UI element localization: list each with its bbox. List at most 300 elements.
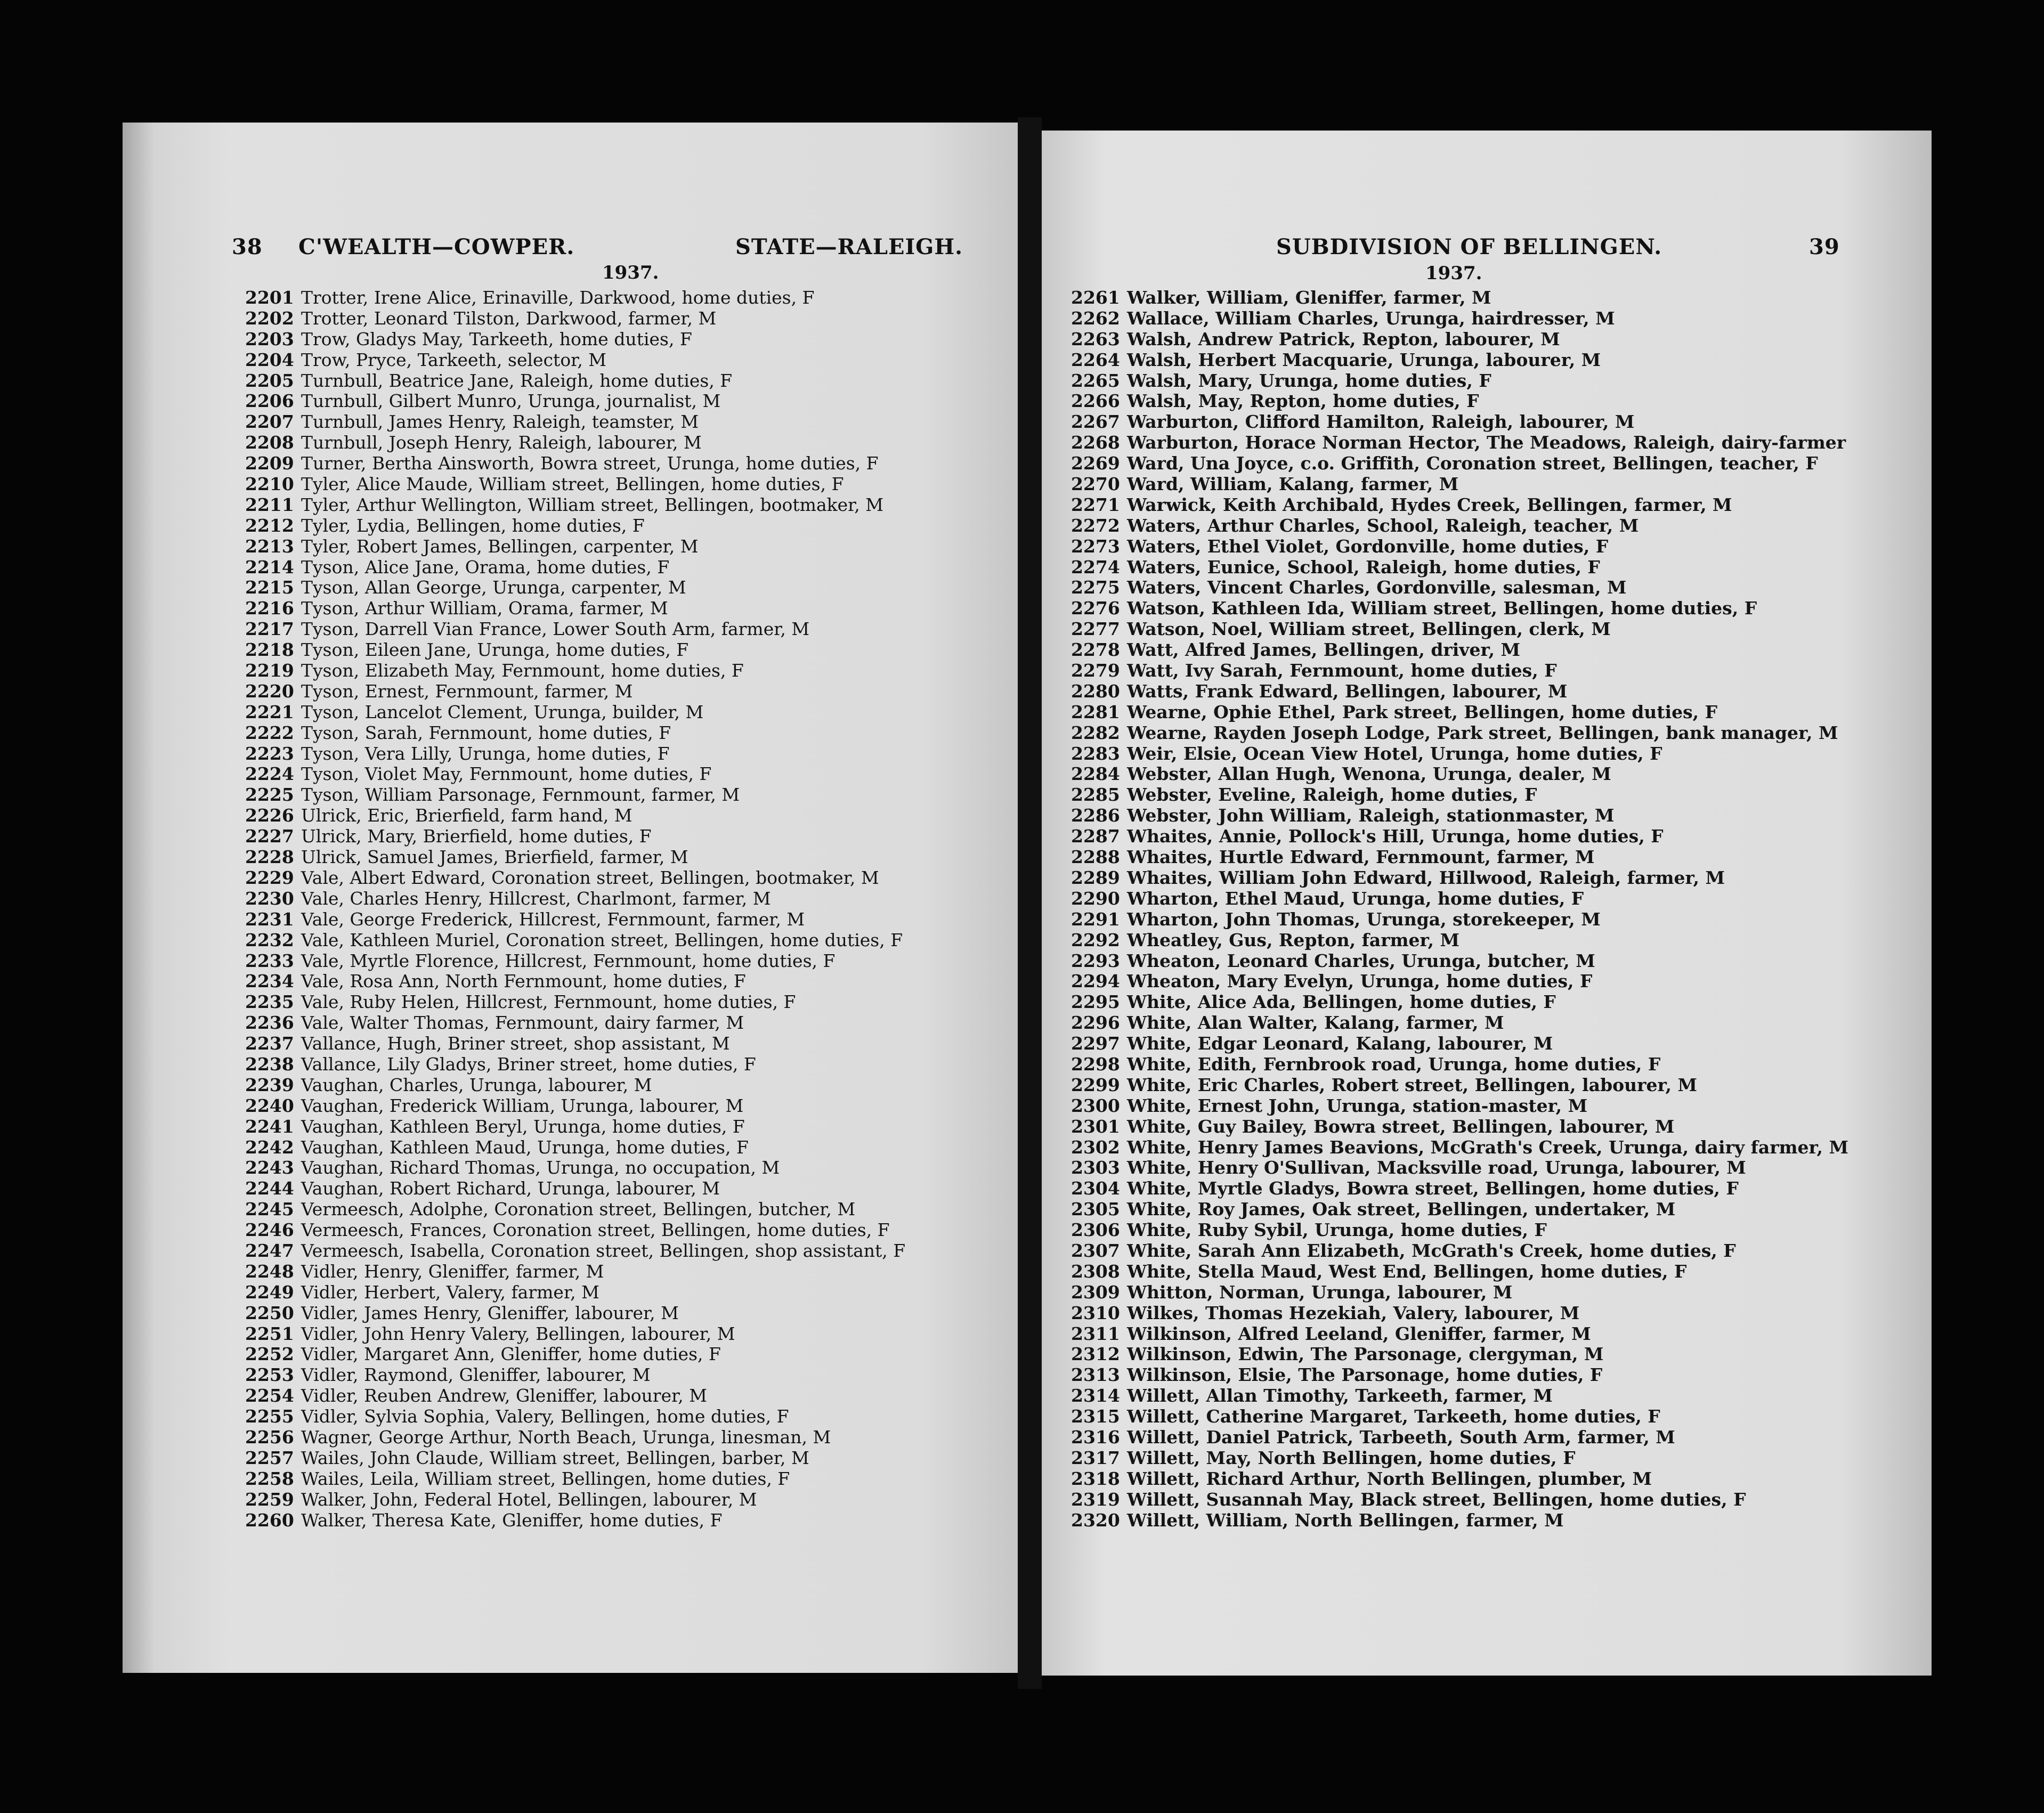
roll-entry xyxy=(1071,1178,1848,1199)
entry-number: 2247 xyxy=(245,1240,294,1261)
entry-number: 2285 xyxy=(1071,784,1120,806)
entry-number: 2263 xyxy=(1071,328,1120,349)
roll-entry xyxy=(245,1158,905,1178)
entry-number: 2297 xyxy=(1071,1033,1120,1054)
entry-number: 2295 xyxy=(1071,991,1120,1013)
roll-entry xyxy=(245,1386,905,1407)
roll-entry xyxy=(1071,1262,1848,1282)
entry-number: 2286 xyxy=(1071,805,1120,826)
entry-text: Vidler, Reuben Andrew, Gleniffer, labourer, M xyxy=(301,1385,708,1407)
entry-text: Vale, Kathleen Muriel, Coronation street, Bellingen, home duties, F xyxy=(301,929,903,950)
roll-entry xyxy=(245,661,905,681)
roll-entry xyxy=(245,889,905,909)
roll-entry xyxy=(1071,889,1848,909)
roll-entry xyxy=(245,640,905,661)
left-entries-list xyxy=(245,288,905,1531)
entry-text: Wilkinson, Edwin, The Parsonage, clergyman, M xyxy=(1127,1344,1604,1365)
entry-number: 2258 xyxy=(245,1468,294,1489)
entry-text: Vaughan, Kathleen Beryl, Urunga, home duties, F xyxy=(301,1116,745,1137)
entry-text: Walker, Theresa Kate, Gleniffer, home duties, F xyxy=(301,1509,723,1531)
entry-number: 2276 xyxy=(1071,598,1120,619)
entry-number: 2289 xyxy=(1071,867,1120,888)
entry-number: 2296 xyxy=(1071,1012,1120,1034)
entry-text: Vermeesch, Isabella, Coronation street, Bellingen, shop assistant, F xyxy=(301,1240,906,1261)
entry-number: 2265 xyxy=(1071,370,1120,391)
roll-entry xyxy=(1071,288,1848,308)
entry-number: 2262 xyxy=(1071,307,1120,329)
roll-entry xyxy=(1071,433,1848,453)
entry-text: Ulrick, Mary, Brierfield, home duties, F xyxy=(301,826,652,847)
roll-entry xyxy=(1071,1490,1848,1510)
entry-text: Watt, Alfred James, Bellingen, driver, M xyxy=(1127,639,1520,661)
roll-entry xyxy=(245,702,905,723)
entry-number: 2214 xyxy=(245,556,294,578)
entry-text: White, Ruby Sybil, Urunga, home duties, F xyxy=(1127,1219,1547,1241)
roll-entry xyxy=(1071,1034,1848,1054)
entry-text: Wagner, George Arthur, North Beach, Urunga, linesman, M xyxy=(301,1426,831,1448)
roll-entry xyxy=(245,578,905,598)
roll-entry xyxy=(1071,868,1848,889)
roll-entry xyxy=(245,371,905,392)
entry-number: 2300 xyxy=(1071,1095,1120,1116)
entry-number: 2230 xyxy=(245,888,294,909)
entry-number: 2220 xyxy=(245,680,294,702)
entry-text: Tyler, Robert James, Bellingen, carpenter, M xyxy=(301,535,699,557)
entry-number: 2293 xyxy=(1071,950,1120,971)
roll-entry xyxy=(245,1365,905,1386)
roll-entry xyxy=(245,1013,905,1034)
roll-entry xyxy=(1071,536,1848,557)
entry-text: Waters, Ethel Violet, Gordonville, home duties, F xyxy=(1127,535,1609,557)
roll-entry xyxy=(1071,598,1848,619)
entry-number: 2279 xyxy=(1071,660,1120,681)
entry-number: 2275 xyxy=(1071,577,1120,598)
roll-entry xyxy=(245,1490,905,1510)
entry-number: 2225 xyxy=(245,784,294,806)
entry-number: 2244 xyxy=(245,1178,294,1199)
entry-number: 2239 xyxy=(245,1074,294,1095)
entry-number: 2294 xyxy=(1071,971,1120,992)
entry-text: Wilkinson, Elsie, The Parsonage, home duties, F xyxy=(1127,1364,1603,1386)
entry-text: Wearne, Ophie Ethel, Park street, Bellingen, home duties, F xyxy=(1127,701,1718,722)
roll-entry xyxy=(1071,930,1848,951)
entry-text: Vale, Myrtle Florence, Hillcrest, Fernmount, home duties, F xyxy=(301,950,836,971)
entry-text: Waters, Eunice, School, Raleigh, home duties, F xyxy=(1127,556,1600,578)
entry-number: 2250 xyxy=(245,1302,294,1323)
entry-number: 2246 xyxy=(245,1219,294,1241)
roll-entry xyxy=(245,909,905,930)
roll-entry xyxy=(1071,1096,1848,1117)
entry-text: Tyson, Arthur William, Orama, farmer, M xyxy=(301,598,668,619)
entry-text: Tyler, Arthur Wellington, William street, Bellingen, bootmaker, M xyxy=(301,494,884,515)
entry-text: Vidler, James Henry, Gleniffer, labourer, M xyxy=(301,1302,679,1323)
roll-entry xyxy=(245,681,905,702)
entry-text: Tyson, Vera Lilly, Urunga, home duties, F xyxy=(301,743,670,764)
entry-text: Trow, Gladys May, Tarkeeth, home duties, F xyxy=(301,328,692,349)
entry-number: 2204 xyxy=(245,349,294,370)
entry-text: Vermeesch, Adolphe, Coronation street, Bellingen, butcher, M xyxy=(301,1199,856,1220)
entry-text: Turnbull, Gilbert Munro, Urunga, journalist, M xyxy=(301,391,721,412)
entry-number: 2208 xyxy=(245,432,294,453)
roll-entry xyxy=(245,1510,905,1531)
roll-entry xyxy=(1071,1469,1848,1490)
roll-entry xyxy=(1071,1407,1848,1427)
entry-number: 2251 xyxy=(245,1323,294,1344)
roll-entry xyxy=(1071,619,1848,640)
entry-number: 2256 xyxy=(245,1426,294,1448)
entry-text: Tyson, Eileen Jane, Urunga, home duties, F xyxy=(301,639,689,661)
roll-entry xyxy=(1071,453,1848,474)
entry-text: White, Roy James, Oak street, Bellingen, undertaker, M xyxy=(1127,1199,1676,1220)
entry-text: Wallace, William Charles, Urunga, hairdresser, M xyxy=(1127,307,1615,329)
entry-text: Vidler, Sylvia Sophia, Valery, Bellingen, home duties, F xyxy=(301,1406,789,1427)
entry-text: Vale, Rosa Ann, North Fernmount, home duties, F xyxy=(301,971,746,992)
roll-entry xyxy=(1071,557,1848,578)
entry-number: 2231 xyxy=(245,908,294,930)
roll-entry xyxy=(1071,1137,1848,1158)
roll-entry xyxy=(1071,971,1848,992)
roll-entry xyxy=(245,847,905,868)
entry-text: White, Ernest John, Urunga, station-master, M xyxy=(1127,1095,1588,1116)
entry-number: 2287 xyxy=(1071,826,1120,847)
entry-text: Webster, Eveline, Raleigh, home duties, F xyxy=(1127,784,1537,806)
entry-number: 2226 xyxy=(245,805,294,826)
entry-text: Walker, William, Gleniffer, farmer, M xyxy=(1127,287,1491,308)
roll-entry xyxy=(245,598,905,619)
entry-number: 2236 xyxy=(245,1012,294,1034)
entry-text: Watt, Ivy Sarah, Fernmount, home duties, F xyxy=(1127,660,1557,681)
entry-number: 2219 xyxy=(245,660,294,681)
roll-entry xyxy=(245,723,905,744)
entry-text: Tyson, Sarah, Fernmount, home duties, F xyxy=(301,722,671,743)
entry-number: 2207 xyxy=(245,411,294,433)
roll-entry xyxy=(245,412,905,433)
roll-entry xyxy=(245,308,905,329)
entry-number: 2305 xyxy=(1071,1199,1120,1220)
entry-number: 2237 xyxy=(245,1033,294,1054)
roll-entry xyxy=(1071,350,1848,371)
entry-text: Wheaton, Leonard Charles, Urunga, butcher, M xyxy=(1127,950,1595,971)
entry-number: 2211 xyxy=(245,494,294,515)
entry-number: 2264 xyxy=(1071,349,1120,370)
entry-text: Watson, Noel, William street, Bellingen, clerk, M xyxy=(1127,619,1611,640)
entry-text: Trotter, Irene Alice, Erinaville, Darkwood, home duties, F xyxy=(301,287,815,308)
entry-number: 2221 xyxy=(245,701,294,722)
roll-entry xyxy=(1071,909,1848,930)
roll-entry xyxy=(245,1220,905,1241)
roll-entry xyxy=(1071,1199,1848,1220)
entry-text: Wheaton, Mary Evelyn, Urunga, home duties, F xyxy=(1127,971,1593,992)
roll-entry xyxy=(1071,1365,1848,1386)
entry-text: Vale, Charles Henry, Hillcrest, Charlmont, farmer, M xyxy=(301,888,771,909)
roll-entry xyxy=(1071,951,1848,972)
entry-text: Willett, Richard Arthur, North Bellingen, plumber, M xyxy=(1127,1468,1652,1489)
entry-number: 2314 xyxy=(1071,1385,1120,1407)
entry-number: 2266 xyxy=(1071,391,1120,412)
entry-text: Walsh, May, Repton, home duties, F xyxy=(1127,391,1479,412)
entry-number: 2222 xyxy=(245,722,294,743)
entry-number: 2298 xyxy=(1071,1053,1120,1075)
entry-number: 2280 xyxy=(1071,680,1120,702)
entry-text: Vale, Ruby Helen, Hillcrest, Fernmount, home duties, F xyxy=(301,991,796,1013)
entry-number: 2241 xyxy=(245,1116,294,1137)
entry-number: 2290 xyxy=(1071,888,1120,909)
entry-text: Vale, George Frederick, Hillcrest, Fernmount, farmer, M xyxy=(301,908,805,930)
roll-entry xyxy=(245,536,905,557)
entry-number: 2316 xyxy=(1071,1426,1120,1448)
entry-text: Webster, John William, Raleigh, stationmaster, M xyxy=(1127,805,1615,826)
entry-number: 2216 xyxy=(245,598,294,619)
entry-number: 2259 xyxy=(245,1489,294,1510)
entry-number: 2242 xyxy=(245,1136,294,1158)
entry-text: Ward, Una Joyce, c.o. Griffith, Coronation street, Bellingen, teacher, F xyxy=(1127,453,1818,474)
entry-text: Vidler, Margaret Ann, Gleniffer, home duties, F xyxy=(301,1344,721,1365)
entry-text: Wharton, Ethel Maud, Urunga, home duties, F xyxy=(1127,888,1584,909)
entry-number: 2282 xyxy=(1071,722,1120,743)
entry-text: Tyson, Violet May, Fernmount, home duties, F xyxy=(301,763,712,785)
left-year: 1937. xyxy=(602,262,659,283)
roll-entry xyxy=(1071,329,1848,350)
entry-text: Ulrick, Samuel James, Brierfield, farmer, M xyxy=(301,847,688,868)
entry-text: White, Myrtle Gladys, Bowra street, Bellingen, home duties, F xyxy=(1127,1178,1739,1199)
roll-entry xyxy=(1071,1220,1848,1241)
entry-number: 2254 xyxy=(245,1385,294,1407)
roll-entry xyxy=(1071,640,1848,661)
roll-entry xyxy=(1071,661,1848,681)
entry-number: 2292 xyxy=(1071,929,1120,950)
entry-number: 2277 xyxy=(1071,619,1120,640)
roll-entry xyxy=(1071,1282,1848,1303)
entry-text: White, Stella Maud, West End, Bellingen, home duties, F xyxy=(1127,1261,1687,1282)
entry-number: 2288 xyxy=(1071,847,1120,868)
entry-number: 2273 xyxy=(1071,535,1120,557)
entry-text: Vidler, Raymond, Gleniffer, labourer, M xyxy=(301,1364,651,1386)
entry-text: Tyson, Allan George, Urunga, carpenter, M xyxy=(301,577,686,598)
entry-text: Wearne, Rayden Joseph Lodge, Park street, Bellingen, bank manager, M xyxy=(1127,722,1838,743)
roll-entry xyxy=(245,350,905,371)
roll-entry xyxy=(245,1344,905,1365)
roll-entry xyxy=(245,868,905,889)
entry-text: Turner, Bertha Ainsworth, Bowra street, Urunga, home duties, F xyxy=(301,453,879,474)
entry-number: 2234 xyxy=(245,971,294,992)
entry-number: 2201 xyxy=(245,287,294,308)
roll-entry xyxy=(245,1303,905,1324)
entry-text: Wharton, John Thomas, Urunga, storekeeper, M xyxy=(1127,908,1601,930)
entry-number: 2233 xyxy=(245,950,294,971)
entry-number: 2269 xyxy=(1071,453,1120,474)
entry-text: White, Edgar Leonard, Kalang, labourer, M xyxy=(1127,1033,1553,1054)
entry-text: Walsh, Herbert Macquarie, Urunga, labourer, M xyxy=(1127,349,1601,370)
entry-number: 2317 xyxy=(1071,1447,1120,1468)
entry-text: Vermeesch, Frances, Coronation street, Bellingen, home duties, F xyxy=(301,1219,890,1241)
roll-entry xyxy=(245,1034,905,1054)
roll-entry xyxy=(1071,1427,1848,1448)
entry-text: White, Alan Walter, Kalang, farmer, M xyxy=(1127,1012,1504,1034)
entry-text: Vale, Albert Edward, Coronation street, Bellingen, bootmaker, M xyxy=(301,867,879,888)
roll-entry xyxy=(1071,723,1848,744)
entry-number: 2283 xyxy=(1071,743,1120,764)
entry-number: 2311 xyxy=(1071,1323,1120,1344)
entry-number: 2212 xyxy=(245,515,294,536)
entry-number: 2235 xyxy=(245,991,294,1013)
entry-text: Walsh, Andrew Patrick, Repton, labourer, M xyxy=(1127,328,1560,349)
entry-text: Turnbull, Beatrice Jane, Raleigh, home duties, F xyxy=(301,370,733,391)
roll-entry xyxy=(245,1262,905,1282)
entry-number: 2274 xyxy=(1071,556,1120,578)
entry-number: 2278 xyxy=(1071,639,1120,661)
entry-text: Trotter, Leonard Tilston, Darkwood, farmer, M xyxy=(301,307,717,329)
entry-number: 2203 xyxy=(245,328,294,349)
entry-text: Vidler, Herbert, Valery, farmer, M xyxy=(301,1281,599,1303)
roll-entry xyxy=(1071,371,1848,392)
entry-text: Wilkes, Thomas Hezekiah, Valery, labourer, M xyxy=(1127,1302,1580,1323)
roll-entry xyxy=(1071,1054,1848,1075)
entry-text: Vaughan, Frederick William, Urunga, labourer, M xyxy=(301,1095,744,1116)
right-entries-list xyxy=(1071,288,1848,1531)
roll-entry xyxy=(1071,785,1848,806)
entry-text: Wailes, Leila, William street, Bellingen, home duties, F xyxy=(301,1468,790,1489)
roll-entry xyxy=(245,951,905,972)
entry-text: Whaites, Hurtle Edward, Fernmount, farmer, M xyxy=(1127,847,1595,868)
entry-number: 2318 xyxy=(1071,1468,1120,1489)
right-page-number: 39 xyxy=(1809,234,1840,259)
entry-number: 2319 xyxy=(1071,1489,1120,1510)
roll-entry xyxy=(245,992,905,1013)
entry-number: 2267 xyxy=(1071,411,1120,433)
entry-text: Willett, Susannah May, Black street, Bellingen, home duties, F xyxy=(1127,1489,1746,1510)
entry-text: Wheatley, Gus, Repton, farmer, M xyxy=(1127,929,1460,950)
roll-entry xyxy=(1071,474,1848,495)
roll-entry xyxy=(245,971,905,992)
entry-number: 2271 xyxy=(1071,494,1120,515)
left-header-left: C'WEALTH—COWPER. xyxy=(298,234,575,259)
entry-text: Warwick, Keith Archibald, Hydes Creek, Bellingen, farmer, M xyxy=(1127,494,1732,515)
entry-number: 2302 xyxy=(1071,1136,1120,1158)
entry-text: Trow, Pryce, Tarkeeth, selector, M xyxy=(301,349,607,370)
entry-number: 2281 xyxy=(1071,701,1120,722)
entry-number: 2253 xyxy=(245,1364,294,1386)
roll-entry xyxy=(1071,495,1848,516)
roll-entry xyxy=(1071,702,1848,723)
entry-number: 2243 xyxy=(245,1157,294,1178)
entry-text: Wilkinson, Alfred Leeland, Gleniffer, farmer, M xyxy=(1127,1323,1591,1344)
entry-number: 2223 xyxy=(245,743,294,764)
entry-number: 2312 xyxy=(1071,1344,1120,1365)
entry-number: 2240 xyxy=(245,1095,294,1116)
entry-text: Watts, Frank Edward, Bellingen, labourer, M xyxy=(1127,680,1568,702)
entry-text: Walsh, Mary, Urunga, home duties, F xyxy=(1127,370,1491,391)
entry-text: Vidler, Henry, Gleniffer, farmer, M xyxy=(301,1261,604,1282)
roll-entry xyxy=(1071,1158,1848,1178)
entry-text: Tyson, William Parsonage, Fernmount, farmer, M xyxy=(301,784,740,806)
roll-entry xyxy=(1071,806,1848,826)
entry-number: 2308 xyxy=(1071,1261,1120,1282)
roll-entry xyxy=(245,764,905,785)
entry-number: 2215 xyxy=(245,577,294,598)
roll-entry xyxy=(245,433,905,453)
roll-entry xyxy=(1071,1324,1848,1345)
entry-number: 2272 xyxy=(1071,515,1120,536)
roll-entry xyxy=(1071,826,1848,847)
entry-text: Willett, May, North Bellingen, home duties, F xyxy=(1127,1447,1576,1468)
entry-text: White, Edith, Fernbrook road, Urunga, home duties, F xyxy=(1127,1053,1661,1075)
entry-text: Vale, Walter Thomas, Fernmount, dairy farmer, M xyxy=(301,1012,744,1034)
roll-entry xyxy=(1071,1117,1848,1137)
entry-number: 2249 xyxy=(245,1281,294,1303)
entry-text: Tyson, Lancelot Clement, Urunga, builder, M xyxy=(301,701,704,722)
entry-number: 2245 xyxy=(245,1199,294,1220)
entry-text: Turnbull, Joseph Henry, Raleigh, labourer, M xyxy=(301,432,702,453)
roll-entry xyxy=(1071,1241,1848,1262)
entry-text: Warburton, Horace Norman Hector, The Meadows, Raleigh, dairy-farmer xyxy=(1127,432,1846,453)
roll-entry xyxy=(1071,764,1848,785)
entry-number: 2260 xyxy=(245,1509,294,1531)
entry-text: Weir, Elsie, Ocean View Hotel, Urunga, home duties, F xyxy=(1127,743,1662,764)
entry-number: 2268 xyxy=(1071,432,1120,453)
roll-entry xyxy=(1071,1013,1848,1034)
roll-entry xyxy=(1071,516,1848,536)
roll-entry xyxy=(1071,308,1848,329)
roll-entry xyxy=(245,930,905,951)
entry-number: 2227 xyxy=(245,826,294,847)
roll-entry xyxy=(245,619,905,640)
entry-number: 2303 xyxy=(1071,1157,1120,1178)
entry-number: 2291 xyxy=(1071,908,1120,930)
entry-text: Vaughan, Kathleen Maud, Urunga, home duties, F xyxy=(301,1136,749,1158)
entry-text: Willett, Daniel Patrick, Tarbeeth, South Arm, farmer, M xyxy=(1127,1426,1675,1448)
entry-text: White, Henry O'Sullivan, Macksville road, Urunga, labourer, M xyxy=(1127,1157,1746,1178)
roll-entry xyxy=(245,826,905,847)
entry-text: Willett, Allan Timothy, Tarkeeth, farmer, M xyxy=(1127,1385,1553,1407)
entry-text: Ulrick, Eric, Brierfield, farm hand, M xyxy=(301,805,632,826)
entry-text: Walker, John, Federal Hotel, Bellingen, labourer, M xyxy=(301,1489,757,1510)
roll-entry xyxy=(245,1054,905,1075)
entry-text: Tyson, Alice Jane, Orama, home duties, F xyxy=(301,556,670,578)
right-page xyxy=(1042,131,1932,1676)
roll-entry xyxy=(245,557,905,578)
roll-entry xyxy=(245,329,905,350)
entry-number: 2217 xyxy=(245,619,294,640)
entry-number: 2310 xyxy=(1071,1302,1120,1323)
entry-number: 2284 xyxy=(1071,763,1120,785)
entry-number: 2238 xyxy=(245,1053,294,1075)
entry-text: Turnbull, James Henry, Raleigh, teamster, M xyxy=(301,411,699,433)
roll-entry xyxy=(245,1469,905,1490)
roll-entry xyxy=(1071,847,1848,868)
entry-text: Vaughan, Richard Thomas, Urunga, no occupation, M xyxy=(301,1157,780,1178)
roll-entry xyxy=(245,1178,905,1199)
roll-entry xyxy=(245,1282,905,1303)
entry-text: Vallance, Hugh, Briner street, shop assistant, M xyxy=(301,1033,730,1054)
roll-entry xyxy=(245,785,905,806)
entry-number: 2320 xyxy=(1071,1509,1120,1531)
roll-entry xyxy=(245,806,905,826)
entry-text: Vaughan, Charles, Urunga, labourer, M xyxy=(301,1074,652,1095)
entry-number: 2224 xyxy=(245,763,294,785)
entry-text: Whaites, William John Edward, Hillwood, Raleigh, farmer, M xyxy=(1127,867,1725,888)
roll-entry xyxy=(1071,681,1848,702)
roll-entry xyxy=(245,453,905,474)
roll-entry xyxy=(1071,744,1848,765)
left-page-number: 38 xyxy=(232,234,263,259)
roll-entry xyxy=(245,1448,905,1469)
roll-entry xyxy=(1071,1344,1848,1365)
entry-text: Vaughan, Robert Richard, Urunga, labourer, M xyxy=(301,1178,720,1199)
entry-number: 2299 xyxy=(1071,1074,1120,1095)
roll-entry xyxy=(245,1075,905,1096)
entry-number: 2313 xyxy=(1071,1364,1120,1386)
entry-number: 2304 xyxy=(1071,1178,1120,1199)
